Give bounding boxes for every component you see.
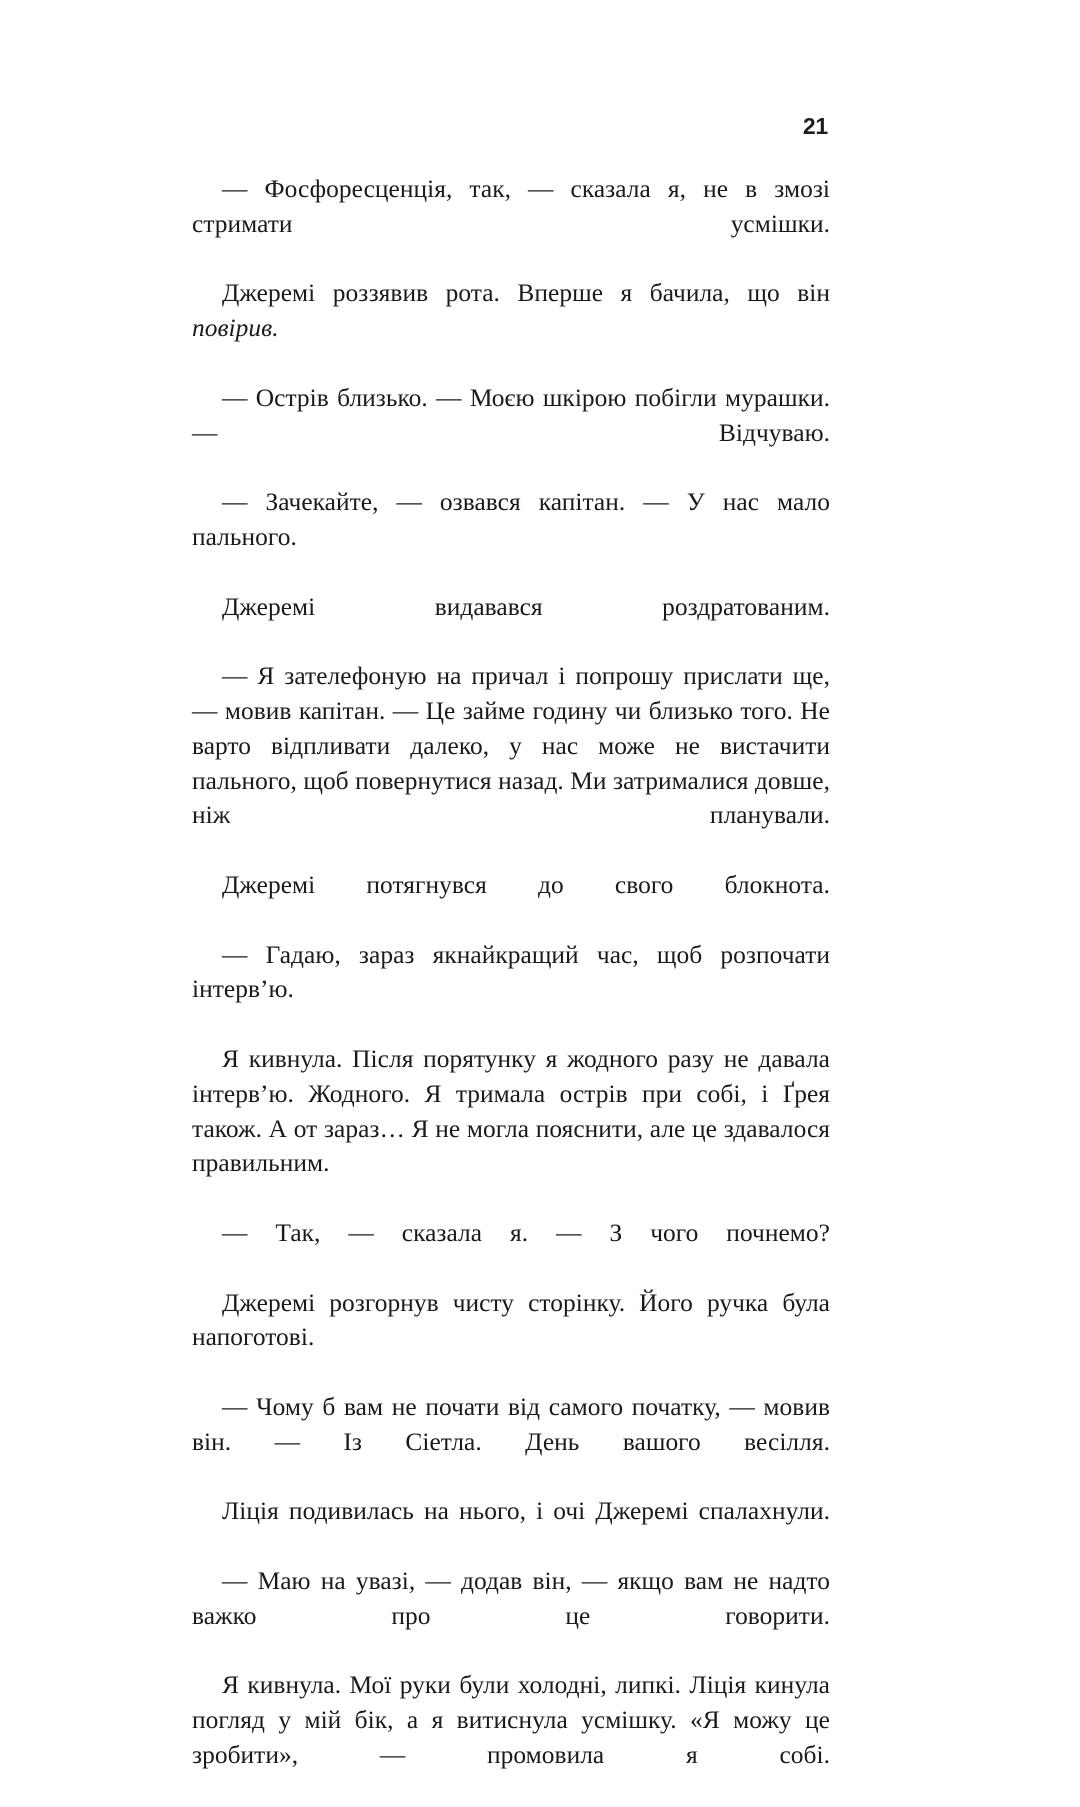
paragraph-lead: Джеремі роззявив рота. Вперше я бачила, що він	[222, 279, 830, 308]
paragraph: — Я зателефоную на причал і попрошу прислати ще, — мовив капітан. — Це займе годину чи близько того. Не варто відпливати далеко, у нас може не вистачити пального, щоб повернутися назад. Ми затрималися довше, ніж планували.	[192, 662, 830, 830]
paragraph: Ліція подивилась на нього, і очі Джеремі спалахнули.	[222, 1497, 830, 1526]
paragraph-tail: .	[272, 314, 279, 343]
paragraph: Джеремі розгорнув чисту сторінку. Його ручка була напоготові.	[192, 1288, 830, 1352]
paragraph: — Острів близько. — Моєю шкірою побігли мурашки. — Відчуваю.	[192, 383, 830, 447]
emphasised-word: повірив	[192, 314, 273, 343]
paragraph: — Фосфоресценція, так, — сказала я, не в змозі стримати усмішки.	[192, 175, 830, 238]
paragraph: — Зачекайте, — озвався капітан. — У нас мало пального.	[192, 488, 830, 551]
paragraph: Джеремі потягнувся до свого блокнота.	[222, 870, 830, 899]
page-header	[192, 112, 828, 146]
paragraph: — Гадаю, зараз якнайкращий час, щоб розпочати інтерв’ю.	[192, 940, 830, 1004]
paragraph: — Чому б вам не почати від самого початку, — мовив він. — Із Сіетла. День вашого весілля.	[192, 1392, 830, 1456]
paragraph: — Маю на увазі, — додав він, — якщо вам не надто важко про це говорити.	[192, 1566, 830, 1630]
paragraph: — Так, — сказала я. — З чого почнемо?	[222, 1218, 830, 1247]
paragraph: Я кивнула. Мої руки були холодні, липкі. Ліція кинула погляд у мій бік, а я витиснула усмішку. «Я можу це зробити», — промовила я собі.	[192, 1671, 830, 1769]
paragraph	[192, 276, 830, 380]
page-number: 21	[802, 113, 828, 139]
body-text	[192, 172, 830, 1807]
paragraph: Я кивнула. Після порятунку я жодного разу не давала інтерв’ю. Жодного. Я тримала острів при собі, і Ґрея також. А от зараз… Я не могла пояснити, але це здавалося правильним.	[192, 1044, 830, 1178]
paragraph: Джеремі видавався роздратованим.	[222, 592, 830, 621]
